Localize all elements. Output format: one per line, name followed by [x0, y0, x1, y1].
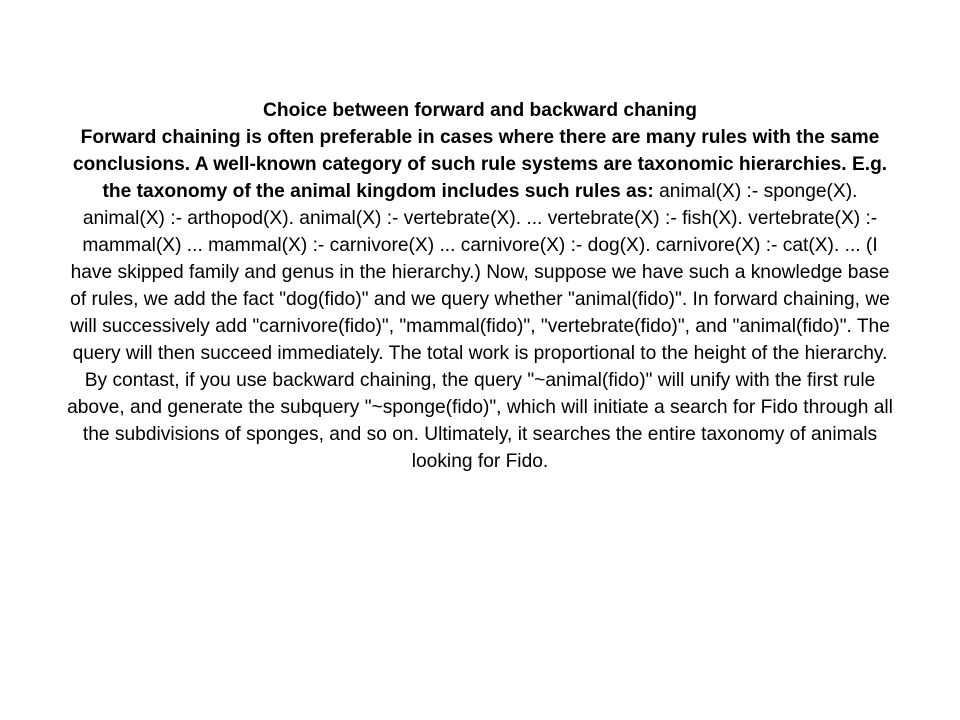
body-text: animal(X) :- sponge(X). animal(X) :- arthopod(X). animal(X) :- vertebrate(X). ... vertebrate(X) :- fish(X). vertebrate(X) :- mammal(X) ... mammal(X) :- carnivore(X) ... carnivore(X) :- dog(X). carnivore(X) :- cat(X). ... (I have skipped family and genus in the hierarchy.) Now, suppose we have such a knowledge base of rules, we add the fact "dog(fido)" and we query whether "animal(fido)". In forward chaining, we will successively add "carnivore(fido)", "mammal(fido)", "vertebrate(fido)", and "animal(fido)". The query will then succeed immediately. The total work is proportional to the height of the hierarchy. By contast, if you use backward chaining, the query "~animal(fido)" will unify with the first rule above, and generate the subquery "~sponge(fido)", which will initiate a search for Fido through all the subdivisions of sponges, and so on. Ultimately, it searches the entire taxonomy of animals looking for Fido.	[67, 181, 893, 472]
intro-bold-text: Forward chaining is often preferable in cases where there are many rules with the same conclusions. A well-known category of such rule systems are taxonomic hierarchies. E.g. the taxonomy of the animal kingdom includes such rules as:	[72, 127, 888, 202]
slide-content	[62, 97, 898, 475]
slide-body	[62, 124, 898, 475]
slide-title: Choice between forward and backward chaning	[263, 100, 697, 121]
